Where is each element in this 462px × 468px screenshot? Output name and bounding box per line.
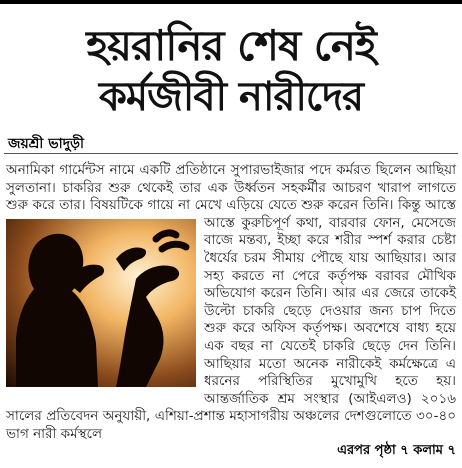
headline-line-1: হয়রানির শেষ নেই bbox=[86, 21, 376, 70]
headline bbox=[0, 20, 462, 122]
article-photo bbox=[6, 219, 196, 387]
article-body bbox=[6, 162, 456, 444]
continuation-label: এরপর পৃষ্ঠা ৭ কলাম ৭ bbox=[337, 443, 456, 458]
article-paragraph-top: অনামিকা গার্মেন্টস নামে একটি প্রতিষ্ঠানে সুপারভাইজার পদে কর্মরত ছিলেন আছিয়া সুলতানা। চাকরির শুরু থেকেই তার এক উর্ধ্বতন সহকর্মীর আচরণ খারাপ লাগতে শুরু করে তার। বিষয়টিকে গায়ে না মেখে এড়িয়ে যেতে শুরু bbox=[6, 162, 456, 214]
article-paragraph-wrap: করেন তিনি। কিন্তু আস্তে আস্তে কুরুচিপূর্ণ কথা, বারবার ফোন, মেসেজে বাজে মন্তব্য, ইচ্ছা করে শরীর স্পর্শ করার চেষ্টা ধৈর্যের চরম সীমায় পৌছে যায় আছিয়ার। আর সহ্য করতে না পেরে কর্তৃপক্ষ বরাবর মৌখিক অভিযোগ করেন তিনি। আর এর জেরে তাকেই উল্টো চাকরি ছেড়ে দেওয়ার জন্য চাপ দিতে শুরু করে অফিস কর্তৃপক্ষ। অবশেষে বাধ্য হয়ে এক বছর না যেতেই চাকরি ছেড়ে দেন তিনি। আছিয়ার মতো অনেক নারীকেই কর্মক্ষেত্রে এ ধরনের পরিস্থিতির মুখোমুখি হতে হয়। আন্তর্জাতিক শ্রম সংস্থার (আইএলও) ২০১৬ সালের প্রতিবেদন অনুযায়ী, এশিয়া-প্রশান্ত মহাসাগরীয় অঞ্চলের দেশগুলোতে ৩০-৪০ ভাগ নারী কর্মস্থলে bbox=[6, 197, 456, 442]
top-rule bbox=[0, 0, 462, 4]
byline: জয়শ্রী ভাদুড়ী bbox=[8, 136, 85, 152]
harassment-silhouette-image bbox=[6, 219, 196, 387]
byline-rule bbox=[4, 153, 458, 154]
headline-line-2: কর্মজীবী নারীদের bbox=[98, 74, 364, 120]
